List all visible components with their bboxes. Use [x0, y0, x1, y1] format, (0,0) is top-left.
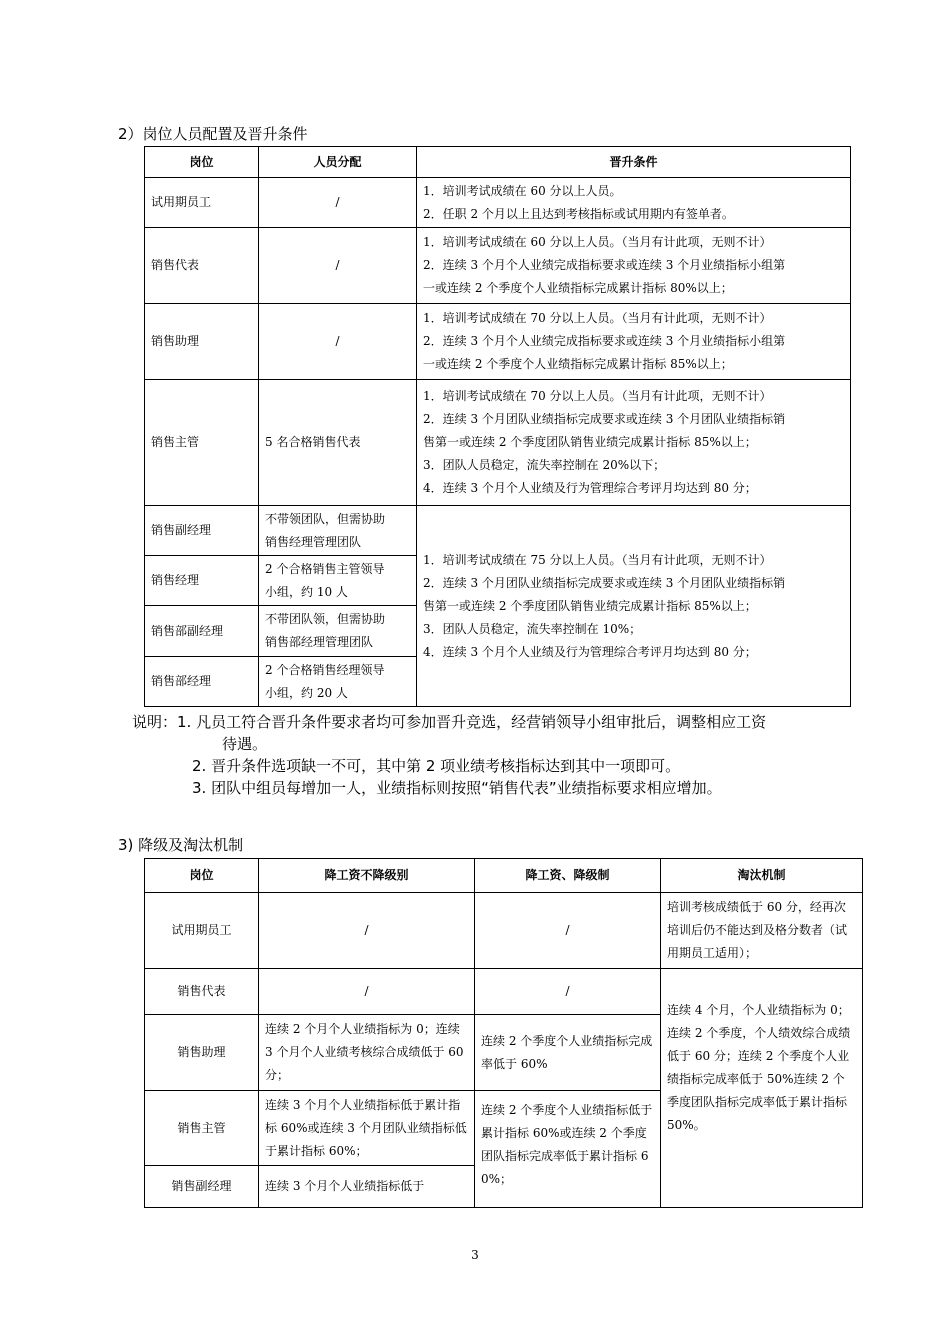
- staffing-cell: [259, 506, 417, 556]
- conditions-cell: [417, 380, 851, 506]
- condition-line: 2．连续 3 个月个人业绩完成指标要求或连续 3 个月业绩指标小组第: [423, 258, 786, 272]
- staffing-cell: [259, 606, 417, 657]
- table-row: [145, 304, 851, 380]
- position-cell: 销售部副经理: [145, 606, 259, 657]
- table-row: [145, 380, 851, 506]
- staffing-line: 销售部经理管理团队: [265, 635, 374, 649]
- elimination-text: 培训考核成绩低于 60 分，经再次培训后仍不能达到及格分数者（试用期员工适用）；: [667, 900, 848, 960]
- section3-title: 3) 降级及淘汰机制: [118, 836, 244, 854]
- note-item: [132, 755, 872, 777]
- table-row: [145, 506, 851, 556]
- condition-line: 1．培训考试成绩在 60 分以上人员。: [423, 183, 622, 198]
- pay-cut-cell: [259, 1091, 475, 1166]
- page-number: 3: [471, 1248, 479, 1262]
- table-row: [145, 178, 851, 228]
- condition-line: 一或连续 2 个季度个人业绩指标完成累计指标 80%以上；: [423, 281, 733, 295]
- pay-cut-text: 连续 3 个月个人业绩指标低于累计指标 60%或连续 3 个月团队业绩指标低于累计指标 60%；: [265, 1097, 467, 1158]
- note-text: 2. 晋升条件选项缺一不可，其中第 2 项业绩考核指标达到其中一项即可。: [192, 757, 681, 775]
- condition-line: 售第一或连续 2 个季度团队销售业绩完成累计指标 85%以上；: [423, 598, 757, 613]
- pay-cut-cell: /: [259, 893, 475, 969]
- elimination-cell: [661, 893, 863, 969]
- shared-conditions-cell: [417, 506, 851, 707]
- notes-label: 说明：: [132, 713, 178, 731]
- condition-line: 1．培训考试成绩在 70 分以上人员。（当月有计此项，无则不计）: [423, 389, 772, 403]
- condition-line: 2．连续 3 个月个人业绩完成指标要求或连续 3 个月业绩指标小组第: [423, 334, 786, 348]
- elimination-text: 连续 4 个月，个人业绩指标为 0；连续 2 个季度，个人绩效综合成绩低于 60 分；连续 2 个季度个人业绩指标完成率低于 50%连续 2 个季度团队指标完成率低于累计指标 50%。: [667, 1003, 851, 1132]
- table-row: [145, 228, 851, 304]
- position-cell: 销售代表: [145, 969, 259, 1015]
- staffing-cell: /: [259, 304, 417, 380]
- condition-line: 4．连续 3 个月个人业绩及行为管理综合考评月均达到 80 分；: [423, 644, 757, 659]
- staffing-cell: /: [259, 178, 417, 228]
- pay-cut-cell: [259, 1015, 475, 1091]
- section2-title: 2）岗位人员配置及晋升条件: [118, 125, 308, 143]
- position-cell: 销售主管: [145, 1091, 259, 1166]
- position-cell: 销售副经理: [145, 1166, 259, 1208]
- staffing-line: 不带团队领，但需协助: [265, 612, 386, 626]
- pay-cut-cell: [259, 1166, 475, 1208]
- position-cell: 试用期员工: [145, 178, 259, 228]
- note-item: [132, 777, 872, 799]
- staffing-line: 小组，约 10 人: [265, 584, 348, 599]
- staffing-cell: [259, 657, 417, 707]
- staffing-line: 不带领团队，但需协助: [265, 511, 386, 526]
- staffing-cell: [259, 556, 417, 606]
- demotion-shared-cell-2: [475, 1091, 661, 1208]
- note-item: [132, 733, 872, 755]
- condition-line: 1．培训考试成绩在 60 分以上人员。（当月有计此项，无则不计）: [423, 235, 772, 249]
- promotion-table: [144, 146, 851, 707]
- elimination-shared-cell: [661, 969, 863, 1208]
- condition-line: 3．团队人员稳定，流失率控制在 10%；: [423, 621, 642, 636]
- header-pay-cut: 降工资不降级别: [259, 859, 475, 893]
- note-text: 3. 团队中组员每增加一人，业绩指标则按照“销售代表”业绩指标要求相应增加。: [192, 779, 722, 797]
- staffing-cell: /: [259, 228, 417, 304]
- demotion-shared-cell-1: [475, 1015, 661, 1091]
- table-header-row: [145, 859, 863, 893]
- staffing-cell: 5 名合格销售代表: [259, 380, 417, 506]
- conditions-cell: [417, 178, 851, 228]
- condition-line: 售第一或连续 2 个季度团队销售业绩完成累计指标 85%以上；: [423, 435, 757, 449]
- condition-line: 2．任职 2 个月以上且达到考核指标或试用期内有签单者。: [423, 206, 734, 221]
- condition-line: 1．培训考试成绩在 75 分以上人员。（当月有计此项，无则不计）: [423, 552, 772, 567]
- note-item: [132, 711, 872, 733]
- notes-block: [132, 711, 872, 799]
- demotion-table: [144, 858, 863, 1208]
- staffing-line: 2 个合格销售经理领导: [265, 662, 385, 677]
- staffing-line: 销售经理管理团队: [265, 534, 362, 549]
- position-cell: 销售部经理: [145, 657, 259, 707]
- condition-line: 2．连续 3 个月团队业绩指标完成要求或连续 3 个月团队业绩指标销: [423, 412, 786, 426]
- header-conditions: 晋升条件: [417, 147, 851, 178]
- staffing-line: 2 个合格销售主管领导: [265, 561, 385, 576]
- condition-line: 2．连续 3 个月团队业绩指标完成要求或连续 3 个月团队业绩指标销: [423, 575, 786, 590]
- pay-cut-text: 连续 3 个月个人业绩指标低于: [265, 1179, 425, 1193]
- staffing-line: 小组，约 20 人: [265, 685, 348, 700]
- condition-line: 一或连续 2 个季度个人业绩指标完成累计指标 85%以上；: [423, 357, 733, 371]
- demotion-text: 连续 2 个季度个人业绩指标完成率低于 60%: [481, 1033, 653, 1071]
- note-text: 待遇。: [222, 735, 268, 753]
- position-cell: 销售经理: [145, 556, 259, 606]
- demotion-cell: /: [475, 969, 661, 1015]
- position-cell: 试用期员工: [145, 893, 259, 969]
- note-text: 1. 凡员工符合晋升条件要求者均可参加晋升竞选，经营销领导小组审批后，调整相应工资: [177, 713, 767, 731]
- position-cell: 销售代表: [145, 228, 259, 304]
- demotion-cell: /: [475, 893, 661, 969]
- position-cell: 销售主管: [145, 380, 259, 506]
- conditions-cell: [417, 304, 851, 380]
- table-row: [145, 969, 863, 1015]
- position-cell: 销售助理: [145, 304, 259, 380]
- condition-line: 4．连续 3 个月个人业绩及行为管理综合考评月均达到 80 分；: [423, 481, 757, 495]
- position-cell: 销售助理: [145, 1015, 259, 1091]
- pay-cut-text: 连续 2 个月个人业绩指标为 0；连续 3 个月个人业绩考核综合成绩低于 60 分；: [265, 1022, 464, 1082]
- condition-line: 3．团队人员稳定，流失率控制在 20%以下；: [423, 458, 666, 472]
- table-header-row: [145, 147, 851, 178]
- condition-line: 1．培训考试成绩在 70 分以上人员。（当月有计此项，无则不计）: [423, 311, 772, 325]
- position-cell: 销售副经理: [145, 506, 259, 556]
- header-position: 岗位: [145, 147, 259, 178]
- table-row: [145, 893, 863, 969]
- pay-cut-cell: /: [259, 969, 475, 1015]
- header-position: 岗位: [145, 859, 259, 893]
- demotion-text: 连续 2 个季度个人业绩指标低于累计指标 60%或连续 2 个季度团队指标完成率低于累计指标 60%；: [481, 1103, 653, 1186]
- header-elimination: 淘汰机制: [661, 859, 863, 893]
- header-staffing: 人员分配: [259, 147, 417, 178]
- conditions-cell: [417, 228, 851, 304]
- header-demotion: 降工资、降级制: [475, 859, 661, 893]
